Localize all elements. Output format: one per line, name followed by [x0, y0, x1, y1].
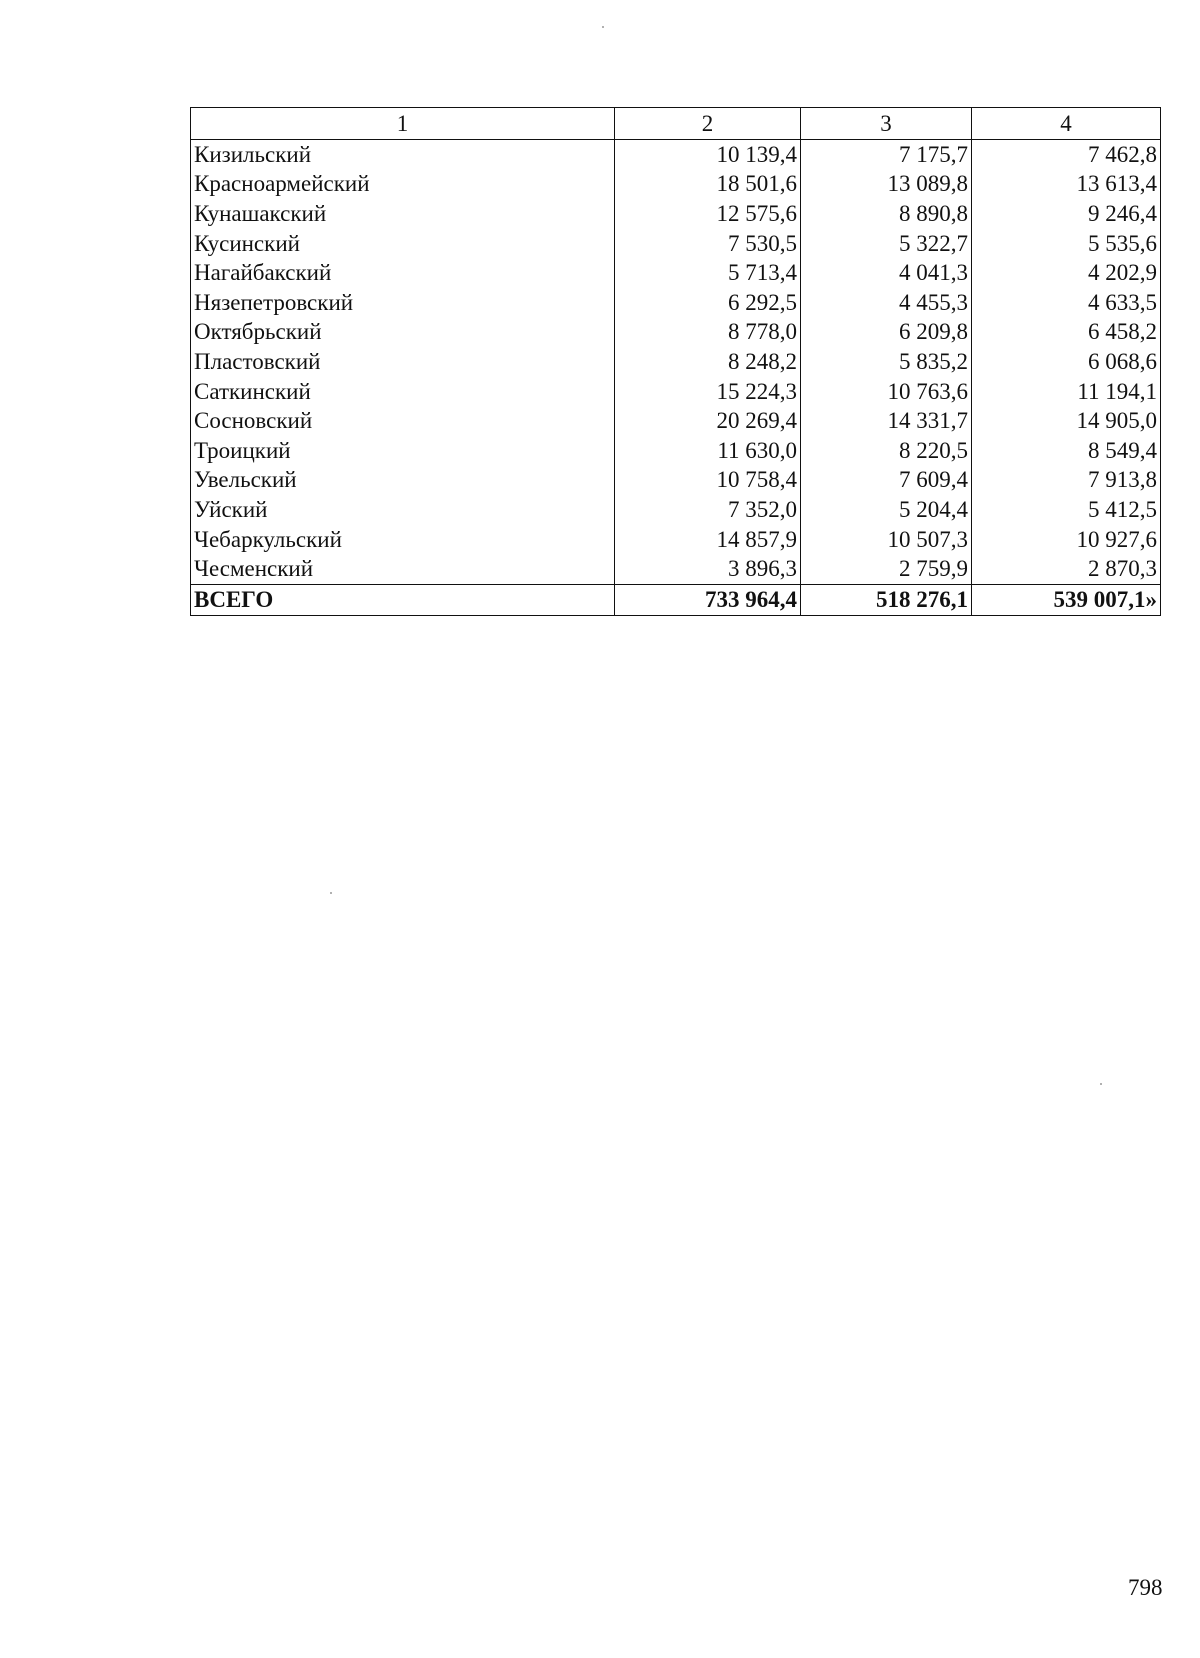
district-name: Чебаркульский	[191, 525, 615, 555]
district-name: Увельский	[191, 466, 615, 496]
district-name: Пластовский	[191, 347, 615, 377]
value-col-2: 11 630,0	[615, 436, 801, 466]
value-col-3: 13 089,8	[801, 170, 972, 200]
value-col-2: 8 778,0	[615, 318, 801, 348]
value-col-2: 3 896,3	[615, 554, 801, 584]
table-body	[191, 140, 1161, 616]
district-name: Троицкий	[191, 436, 615, 466]
value-col-2: 20 269,4	[615, 406, 801, 436]
value-col-2: 10 139,4	[615, 140, 801, 170]
value-col-2: 14 857,9	[615, 525, 801, 555]
value-col-3: 10 507,3	[801, 525, 972, 555]
district-name: Октябрьский	[191, 318, 615, 348]
value-col-4: 7 913,8	[972, 466, 1161, 496]
total-col-2: 733 964,4	[615, 584, 801, 615]
value-col-4: 5 412,5	[972, 495, 1161, 525]
table-row	[191, 288, 1161, 318]
value-col-2: 5 713,4	[615, 258, 801, 288]
value-col-2: 15 224,3	[615, 377, 801, 407]
value-col-3: 10 763,6	[801, 377, 972, 407]
value-col-4: 14 905,0	[972, 406, 1161, 436]
table-row	[191, 318, 1161, 348]
value-col-4: 11 194,1	[972, 377, 1161, 407]
value-col-4: 10 927,6	[972, 525, 1161, 555]
value-col-3: 14 331,7	[801, 406, 972, 436]
value-col-4: 4 202,9	[972, 258, 1161, 288]
value-col-3: 4 041,3	[801, 258, 972, 288]
table-row	[191, 258, 1161, 288]
district-name: Чесменский	[191, 554, 615, 584]
value-col-3: 7 175,7	[801, 140, 972, 170]
value-col-4: 2 870,3	[972, 554, 1161, 584]
table-row	[191, 140, 1161, 170]
total-col-3: 518 276,1	[801, 584, 972, 615]
value-col-4: 7 462,8	[972, 140, 1161, 170]
district-name: Нязепетровский	[191, 288, 615, 318]
table-row	[191, 170, 1161, 200]
value-col-3: 5 322,7	[801, 229, 972, 259]
value-col-4: 6 458,2	[972, 318, 1161, 348]
value-col-3: 7 609,4	[801, 466, 972, 496]
value-col-4: 9 246,4	[972, 199, 1161, 229]
district-name: Кусинский	[191, 229, 615, 259]
column-header-1: 1	[191, 108, 615, 140]
value-col-3: 6 209,8	[801, 318, 972, 348]
value-col-4: 5 535,6	[972, 229, 1161, 259]
total-col-4: 539 007,1»	[972, 584, 1161, 615]
table-row	[191, 495, 1161, 525]
table-row	[191, 525, 1161, 555]
column-header-2: 2	[615, 108, 801, 140]
district-name: Сосновский	[191, 406, 615, 436]
table-header	[191, 108, 1161, 140]
scan-speck	[330, 892, 332, 894]
table-row	[191, 406, 1161, 436]
district-name: Кизильский	[191, 140, 615, 170]
district-name: Красноармейский	[191, 170, 615, 200]
value-col-3: 5 835,2	[801, 347, 972, 377]
scan-speck	[602, 26, 604, 28]
value-col-2: 7 530,5	[615, 229, 801, 259]
table-row	[191, 199, 1161, 229]
value-col-2: 6 292,5	[615, 288, 801, 318]
table-row	[191, 554, 1161, 584]
district-name: Кунашакский	[191, 199, 615, 229]
scan-speck	[1100, 1083, 1102, 1085]
header-row	[191, 108, 1161, 140]
table-row	[191, 436, 1161, 466]
table-row	[191, 229, 1161, 259]
value-col-2: 18 501,6	[615, 170, 801, 200]
value-col-3: 5 204,4	[801, 495, 972, 525]
page-number: 798	[1128, 1575, 1163, 1600]
column-header-3: 3	[801, 108, 972, 140]
value-col-2: 12 575,6	[615, 199, 801, 229]
total-label: ВСЕГО	[191, 584, 615, 615]
district-name: Уйский	[191, 495, 615, 525]
table-row	[191, 347, 1161, 377]
table-row	[191, 377, 1161, 407]
total-row	[191, 584, 1161, 615]
value-col-2: 7 352,0	[615, 495, 801, 525]
district-name: Нагайбакский	[191, 258, 615, 288]
column-header-4: 4	[972, 108, 1161, 140]
value-col-2: 8 248,2	[615, 347, 801, 377]
value-col-3: 4 455,3	[801, 288, 972, 318]
value-col-4: 13 613,4	[972, 170, 1161, 200]
district-name: Саткинский	[191, 377, 615, 407]
value-col-3: 8 220,5	[801, 436, 972, 466]
value-col-4: 4 633,5	[972, 288, 1161, 318]
value-col-2: 10 758,4	[615, 466, 801, 496]
value-col-4: 8 549,4	[972, 436, 1161, 466]
value-col-3: 2 759,9	[801, 554, 972, 584]
value-col-3: 8 890,8	[801, 199, 972, 229]
budget-table	[190, 107, 1161, 616]
value-col-4: 6 068,6	[972, 347, 1161, 377]
table-row	[191, 466, 1161, 496]
